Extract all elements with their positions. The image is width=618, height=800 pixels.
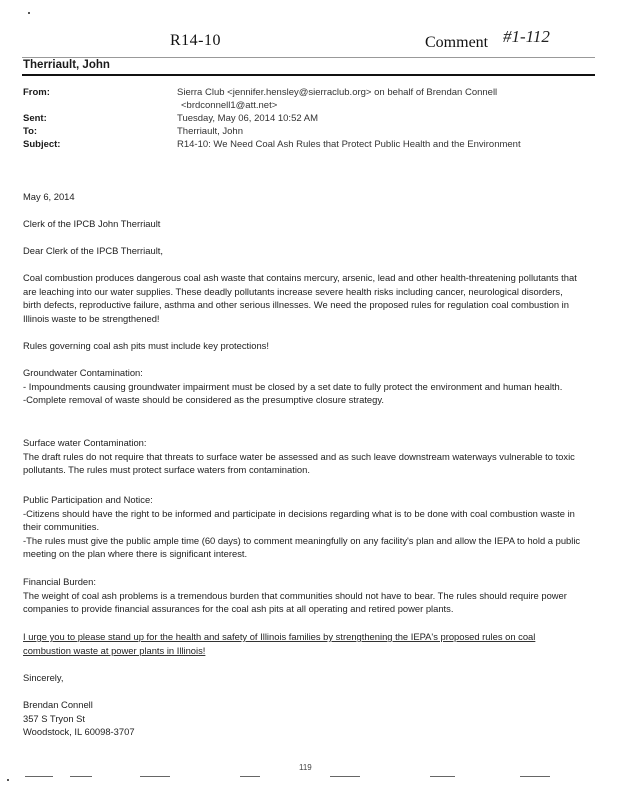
closing: Sincerely, [23,672,64,683]
intro-paragraph: Coal combustion produces dangerous coal ash waste that contains mercury, arsenic, lead and other health-threatening pollutants that are leaching into our water supplies. These deadly pollutants increase severe health risks including cancer, neurological disorders, birth defects, reproductive failure, asthma and other serious illnesses. We need the proposed rules for regulation coal combustion in Illinois waste to be strengthened! [23,272,577,324]
footer-mark [25,776,53,777]
scan-speck [28,12,30,14]
sent-value: Tuesday, May 06, 2014 10:52 AM [177,113,319,124]
letter-salutation: Dear Clerk of the IPCB Therriault, [23,245,163,256]
footer-mark [430,776,455,777]
scan-speck [7,779,9,781]
from-label: From: [23,87,50,98]
section-text: The weight of coal ash problems is a tremendous burden that communities should not have to bear. The rules should require power companies to provide financial assurances for the coal ash pits at all operating and retired power plants. [23,589,567,614]
docket-number: R14-10 [170,32,221,49]
letter-addressee: Clerk of the IPCB John Therriault [23,218,161,229]
section-heading: Groundwater Contamination: [23,367,143,378]
footer-mark [240,776,260,777]
to-label: To: [23,126,38,137]
section-text: The draft rules do not require that threats to surface water be assessed and as such leave downstream waterways vulnerable to toxic pollutants. The rules must protect surface waters from contamination. [23,450,575,475]
footer-mark [330,776,360,777]
subject-value: R14-10: We Need Coal Ash Rules that Protect Public Health and the Environment [177,139,521,150]
section-heading: Surface water Contamination: [23,437,147,448]
from-value-email: <brdconnell1@att.net> [181,100,278,111]
header-divider [22,74,595,76]
from-value: Sierra Club <jennifer.hensley@sierraclub.org> on behalf of Brendan Connell [177,87,498,98]
section-item: -Complete removal of waste should be considered as the presumptive closure strategy. [23,394,384,405]
participation-section [23,493,583,561]
signer-name: Brendan Connell [23,699,93,710]
surface-water-section [23,436,583,477]
signature-block [23,698,583,739]
financial-section [23,575,583,616]
sent-label: Sent: [23,113,47,124]
footer-mark [140,776,170,777]
section-heading: Financial Burden: [23,576,96,587]
section-item: - Impoundments causing groundwater impairment must be closed by a set date to fully protect the environment and human health. [23,380,563,392]
groundwater-section [23,366,583,407]
signer-street: 357 S Tryon St [23,712,86,724]
footer-mark [70,776,92,777]
to-value: Therriault, John [177,126,244,137]
letter-date: May 6, 2014 [23,191,75,202]
section-item: -Citizens should have the right to be informed and participate in decisions regarding what is to be done with coal combustion waste in their communities. [23,507,575,532]
page-number: 119 [299,763,312,772]
subject-label: Subject: [23,139,61,150]
sender-name: Therriault, John [23,59,110,71]
urge-paragraph: I urge you to please stand up for the health and safety of Illinois families by strengthening the IEPA's proposed rules on coal combustion waste at power plants in Illinois! [23,631,536,656]
comment-number: #1-112 [503,27,550,46]
signer-city: Woodstock, IL 60098-3707 [23,726,135,737]
footer-mark [520,776,550,777]
protections-line: Rules governing coal ash pits must include key protections! [23,340,269,351]
header-rule [22,57,595,58]
section-heading: Public Participation and Notice: [23,494,153,505]
comment-label: Comment [425,34,489,51]
section-item: -The rules must give the public ample time (60 days) to comment meaningfully on any facility's plan and allow the IEPA to hold a public meeting on the plan where there is significant interest. [23,534,581,559]
